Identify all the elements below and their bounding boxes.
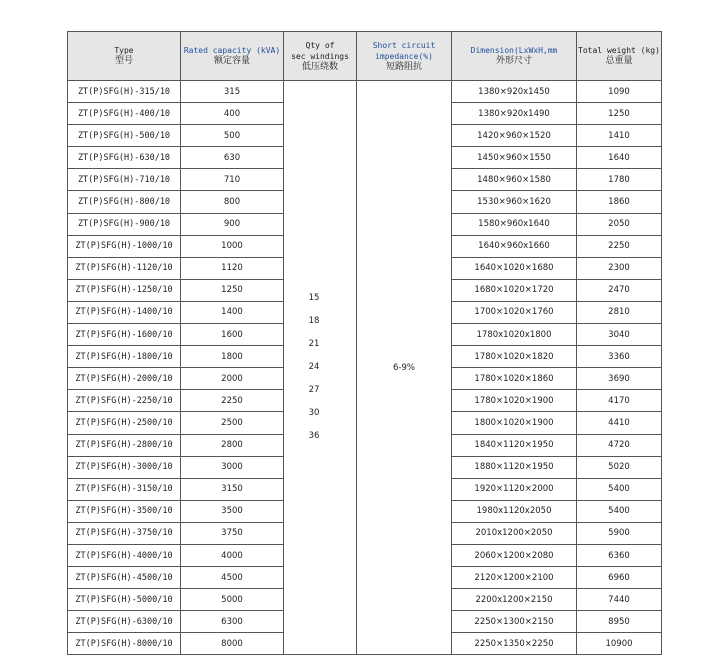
cell-dimension: 1880×1120×1950 (452, 456, 577, 478)
cell-weight: 1860 (577, 191, 662, 213)
cell-capacity: 3750 (181, 522, 284, 544)
cell-type: ZT(P)SFG(H)-630/10 (68, 147, 181, 169)
cell-type: ZT(P)SFG(H)-6300/10 (68, 611, 181, 633)
cell-capacity: 4500 (181, 567, 284, 589)
cell-weight: 10900 (577, 633, 662, 655)
cell-dimension: 2200x1200×2150 (452, 589, 577, 611)
cell-capacity: 2800 (181, 434, 284, 456)
cell-dimension: 1780×1020×1820 (452, 346, 577, 368)
cell-type: ZT(P)SFG(H)-710/10 (68, 169, 181, 191)
cell-dimension: 1800×1020×1900 (452, 412, 577, 434)
qty-value: 15 (308, 293, 320, 304)
header-weight (577, 32, 662, 81)
cell-dimension: 1700×1020×1760 (452, 301, 577, 323)
cell-weight: 1780 (577, 169, 662, 191)
cell-capacity: 1120 (181, 257, 284, 279)
cell-capacity: 2250 (181, 390, 284, 412)
header-weight-zh: 总重量 (605, 56, 633, 66)
cell-capacity: 1000 (181, 235, 284, 257)
cell-weight: 5400 (577, 500, 662, 522)
cell-type: ZT(P)SFG(H)-3150/10 (68, 478, 181, 500)
cell-weight: 1410 (577, 125, 662, 147)
cell-capacity: 1800 (181, 346, 284, 368)
cell-dimension: 1480×960×1580 (452, 169, 577, 191)
cell-capacity: 8000 (181, 633, 284, 655)
cell-capacity: 500 (181, 125, 284, 147)
cell-type: ZT(P)SFG(H)-2800/10 (68, 434, 181, 456)
cell-dimension: 1640×960x1660 (452, 235, 577, 257)
header-weight-en: Total weight (kg) (578, 46, 660, 55)
cell-capacity: 3000 (181, 456, 284, 478)
qty-value: 30 (308, 408, 320, 419)
cell-dimension: 1530×960×1620 (452, 191, 577, 213)
cell-capacity: 2000 (181, 368, 284, 390)
qty-value: 36 (308, 431, 320, 442)
cell-weight: 2050 (577, 213, 662, 235)
cell-dimension: 1420×960×1520 (452, 125, 577, 147)
cell-dimension: 2010x1200×2050 (452, 522, 577, 544)
cell-dimension: 1780x1020x1800 (452, 324, 577, 346)
header-capacity-en: Rated capacity (kVA) (183, 46, 281, 55)
cell-capacity: 2500 (181, 412, 284, 434)
header-capacity-zh: 额定容量 (213, 56, 250, 66)
cell-type: ZT(P)SFG(H)-1120/10 (68, 257, 181, 279)
cell-capacity: 400 (181, 103, 284, 125)
header-type-zh: 型号 (114, 56, 133, 66)
cell-weight: 2470 (577, 279, 662, 301)
header-impedance-zh: 短路阻抗 (385, 61, 422, 72)
qty-list (284, 287, 351, 448)
cell-capacity: 630 (181, 147, 284, 169)
cell-weight: 1090 (577, 81, 662, 103)
cell-type: ZT(P)SFG(H)-1800/10 (68, 346, 181, 368)
cell-dimension: 1840×1120×1950 (452, 434, 577, 456)
cell-dimension: 2120×1200×2100 (452, 567, 577, 589)
cell-impedance-merged: 6-9% (357, 81, 452, 655)
cell-capacity: 900 (181, 213, 284, 235)
cell-type: ZT(P)SFG(H)-2000/10 (68, 368, 181, 390)
cell-weight: 2810 (577, 301, 662, 323)
cell-type: ZT(P)SFG(H)-1600/10 (68, 324, 181, 346)
cell-dimension: 1380×920x1490 (452, 103, 577, 125)
cell-weight: 4410 (577, 412, 662, 434)
cell-capacity: 4000 (181, 544, 284, 566)
header-type-en: Type (114, 46, 134, 55)
header-type (68, 32, 181, 81)
cell-weight: 6360 (577, 544, 662, 566)
cell-type: ZT(P)SFG(H)-900/10 (68, 213, 181, 235)
header-dimension-en: Dimension(LxWxH,mm (470, 46, 558, 55)
cell-capacity: 3150 (181, 478, 284, 500)
cell-qty-merged (284, 81, 357, 655)
cell-type: ZT(P)SFG(H)-315/10 (68, 81, 181, 103)
cell-capacity: 800 (181, 191, 284, 213)
cell-dimension: 1780×1020×1860 (452, 368, 577, 390)
header-impedance-en-1: Short circuit (372, 40, 436, 50)
cell-weight: 6960 (577, 567, 662, 589)
header-dimension (452, 32, 577, 81)
table-body (68, 81, 662, 655)
qty-value: 18 (308, 316, 320, 327)
cell-type: ZT(P)SFG(H)-2250/10 (68, 390, 181, 412)
cell-type: ZT(P)SFG(H)-4500/10 (68, 567, 181, 589)
cell-weight: 5900 (577, 522, 662, 544)
cell-dimension: 1380×920x1450 (452, 81, 577, 103)
cell-type: ZT(P)SFG(H)-400/10 (68, 103, 181, 125)
cell-weight: 8950 (577, 611, 662, 633)
cell-dimension: 1580×960x1640 (452, 213, 577, 235)
header-qty-en-2: sec windings (291, 51, 349, 61)
cell-weight: 5400 (577, 478, 662, 500)
header-qty-en-1: Qty of (305, 40, 335, 50)
cell-weight: 3360 (577, 346, 662, 368)
cell-type: ZT(P)SFG(H)-800/10 (68, 191, 181, 213)
header-row (68, 32, 662, 81)
cell-type: ZT(P)SFG(H)-4000/10 (68, 544, 181, 566)
cell-weight: 5020 (577, 456, 662, 478)
cell-dimension: 1980x1120x2050 (452, 500, 577, 522)
cell-weight: 2300 (577, 257, 662, 279)
cell-weight: 3690 (577, 368, 662, 390)
header-qty (284, 32, 357, 81)
cell-type: ZT(P)SFG(H)-1250/10 (68, 279, 181, 301)
header-impedance-en-2: impedance(%) (375, 51, 433, 61)
table-row (68, 81, 662, 103)
cell-type: ZT(P)SFG(H)-500/10 (68, 125, 181, 147)
header-impedance (357, 32, 452, 81)
qty-value: 24 (308, 362, 320, 373)
cell-dimension: 2250×1300×2150 (452, 611, 577, 633)
cell-type: ZT(P)SFG(H)-8000/10 (68, 633, 181, 655)
cell-type: ZT(P)SFG(H)-2500/10 (68, 412, 181, 434)
header-qty-zh: 低压绕数 (301, 61, 338, 72)
cell-capacity: 1600 (181, 324, 284, 346)
cell-type: ZT(P)SFG(H)-3750/10 (68, 522, 181, 544)
cell-weight: 4720 (577, 434, 662, 456)
cell-weight: 4170 (577, 390, 662, 412)
cell-weight: 1640 (577, 147, 662, 169)
cell-dimension: 1450×960×1550 (452, 147, 577, 169)
cell-weight: 2250 (577, 235, 662, 257)
cell-type: ZT(P)SFG(H)-1000/10 (68, 235, 181, 257)
cell-dimension: 2060×1200×2080 (452, 544, 577, 566)
cell-weight: 1250 (577, 103, 662, 125)
cell-capacity: 315 (181, 81, 284, 103)
cell-capacity: 3500 (181, 500, 284, 522)
qty-value: 21 (308, 339, 320, 350)
cell-weight: 7440 (577, 589, 662, 611)
cell-capacity: 1400 (181, 301, 284, 323)
qty-value: 27 (308, 385, 320, 396)
header-capacity (181, 32, 284, 81)
cell-type: ZT(P)SFG(H)-1400/10 (68, 301, 181, 323)
cell-dimension: 1680×1020×1720 (452, 279, 577, 301)
cell-capacity: 6300 (181, 611, 284, 633)
cell-weight: 3040 (577, 324, 662, 346)
cell-dimension: 1780×1020×1900 (452, 390, 577, 412)
cell-dimension: 2250×1350×2250 (452, 633, 577, 655)
cell-type: ZT(P)SFG(H)-5000/10 (68, 589, 181, 611)
cell-capacity: 5000 (181, 589, 284, 611)
cell-capacity: 710 (181, 169, 284, 191)
spec-table (67, 31, 662, 655)
cell-type: ZT(P)SFG(H)-3500/10 (68, 500, 181, 522)
cell-dimension: 1640×1020×1680 (452, 257, 577, 279)
header-dimension-zh: 外形尺寸 (495, 56, 532, 66)
cell-type: ZT(P)SFG(H)-3000/10 (68, 456, 181, 478)
cell-capacity: 1250 (181, 279, 284, 301)
cell-dimension: 1920×1120×2000 (452, 478, 577, 500)
